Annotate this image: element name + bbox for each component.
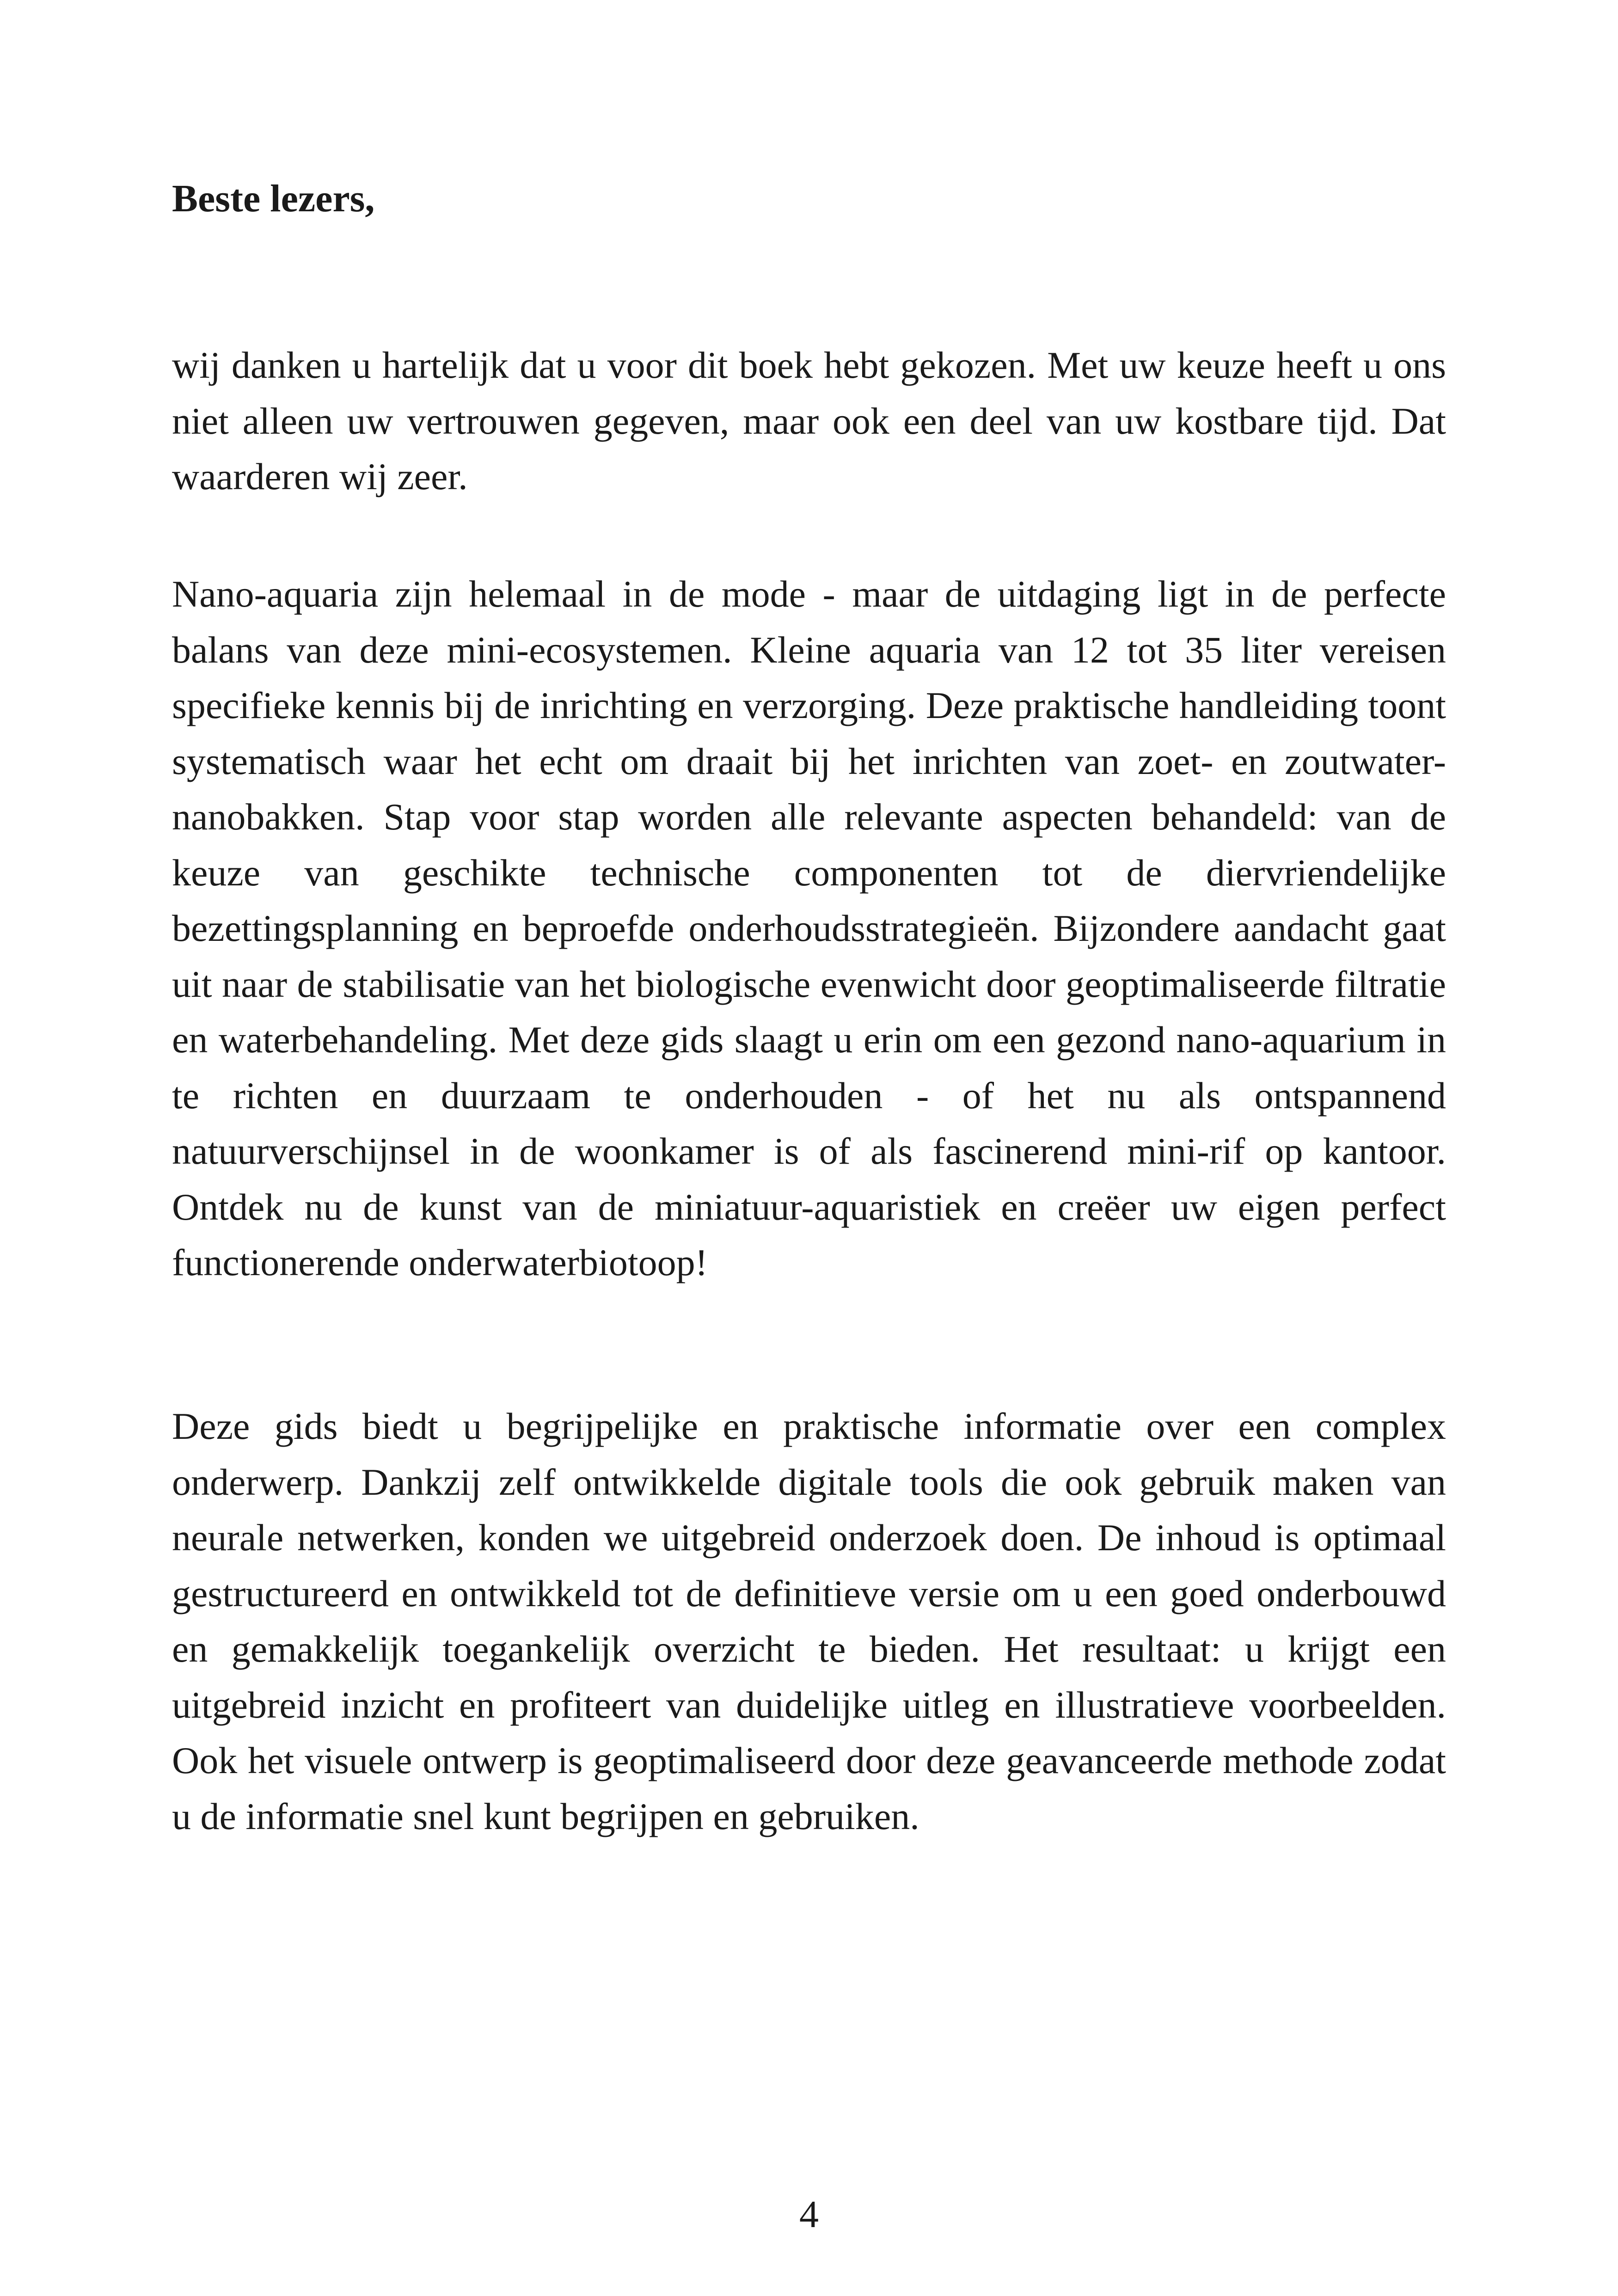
page-number: 4 [799, 2193, 819, 2236]
paragraph-guide-info: Deze gids biedt u begrijpelijke en praktische informatie over een complex onderwerp. Dankzij zelf ontwikkelde digitale tools die ook gebruik maken van neurale netwerken, konden we uitgebreid onderzoek doen. De inhoud is optimaal gestructureerd en ontwikkeld tot de definitieve versie om u een goed onderbouwd en gemakkelijk toegankelijk overzicht te bieden. Het resultaat: u krijgt een uitgebreid inzicht en profiteert van duidelijke uitleg en illustratieve voorbeelden. Ook het visuele ontwerp is geoptimaliseerd door deze geavanceerde methode zodat u de informatie snel kunt begrijpen en gebruiken. [172, 1405, 1446, 1837]
greeting-heading: Beste lezers, [172, 177, 375, 220]
paragraph-nano-aquaria: Nano-aquaria zijn helemaal in de mode - maar de uitdaging ligt in de perfecte balans van deze mini-ecosystemen. Kleine aquaria van 12 tot 35 liter vereisen specifieke kennis bij de inrichting en verzorging. Deze praktische handleiding toont systematisch waar het echt om draait bij het inrichten van zoet- en zoutwater-nanobakken. Stap voor stap worden alle relevante aspecten behandeld: van de keuze van geschikte technische componenten tot de diervriendelijke bezettingsplanning en beproefde onderhoudsstrategieën. Bijzondere aandacht gaat uit naar de stabilisatie van het biologische evenwicht door geoptimaliseerde filtratie en waterbehandeling. Met deze gids slaagt u erin om een gezond nano-aquarium in te richten en duurzaam te onderhouden - of het nu als ontspannend natuurverschijnsel in de woonkamer is of als fascinerend mini-rif op kantoor. Ontdek nu de kunst van de miniatuur-aquaristiek en creëer uw eigen perfect functionerende onderwaterbiotoop! [172, 573, 1446, 1283]
paragraph-thanks: wij danken u hartelijk dat u voor dit boek hebt gekozen. Met uw keuze heeft u ons niet alleen uw vertrouwen gegeven, maar ook een deel van uw kostbare tijd. Dat waarderen wij zeer. [172, 344, 1446, 497]
